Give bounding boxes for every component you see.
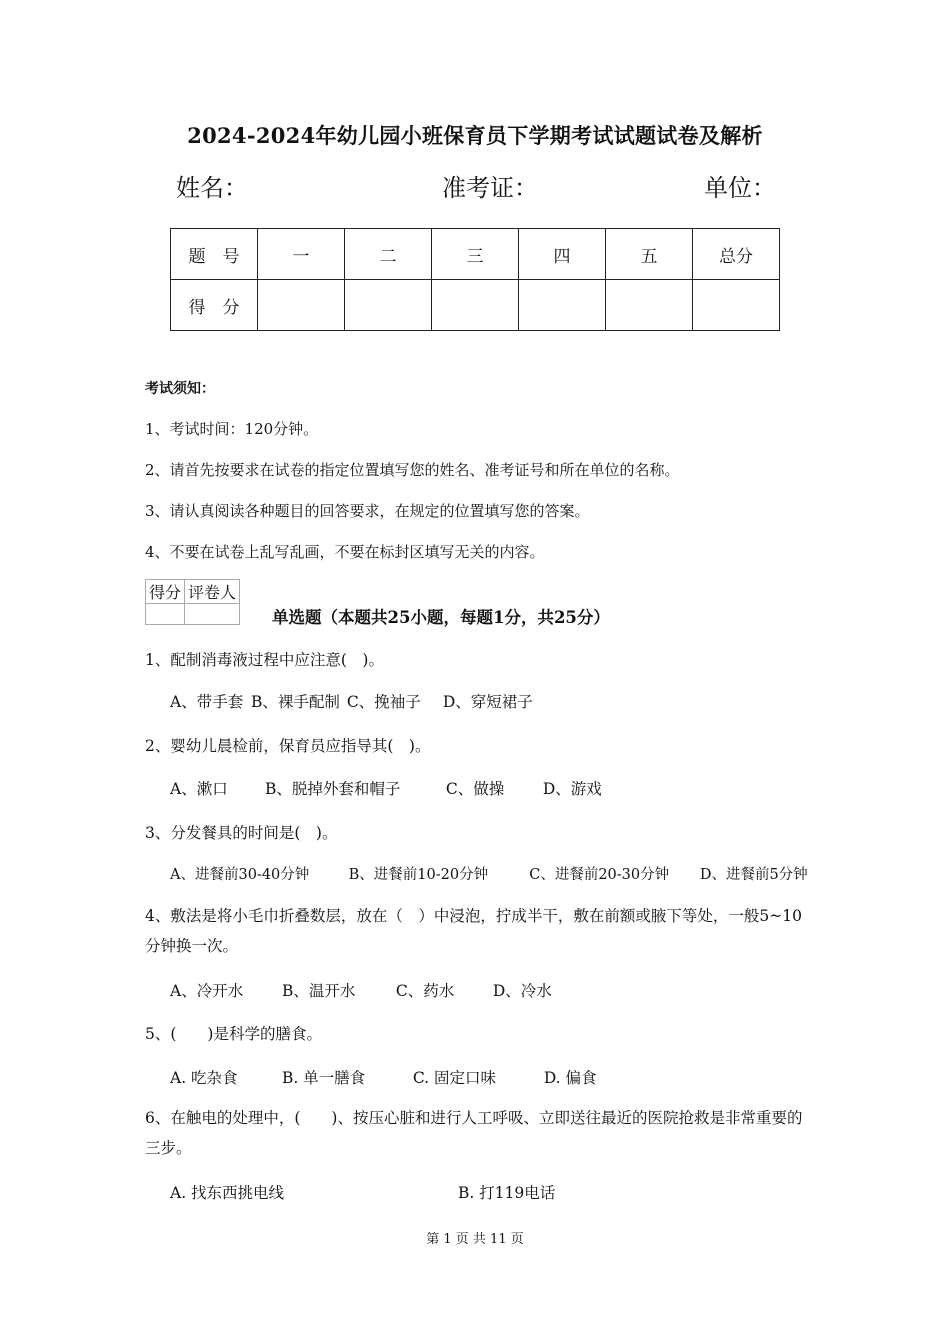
score-cell [519,280,606,331]
question-options [170,690,533,712]
grader-table [145,579,240,625]
score-cell [258,280,345,331]
option: B、裸手配制 [250,693,340,711]
section-heading: 单选题（本题共25小题，每题1分，共25分） [272,608,610,627]
option: D、游戏 [542,780,602,798]
option: C、进餐前20-30分钟 [529,867,670,883]
option: C、挽袖子 [346,693,421,711]
option: A. 找东西挑电线 [170,1184,285,1202]
option: D、穿短裙子 [442,693,533,711]
option: D. 偏食 [543,1069,597,1087]
score-cell [606,280,693,331]
grader-name-label: 评卷人 [185,580,240,604]
option: A、带手套 [170,693,244,711]
unit-label: 单位： [704,174,776,202]
score-row-label: 得 分 [171,280,258,331]
question-options [170,777,602,799]
option: A、冷开水 [170,982,244,1000]
notes-item: 4、不要在试卷上乱写乱画，不要在标封区填写无关的内容。 [145,543,545,561]
question-text: 6、在触电的处理中，( )、按压心脏和进行人工呼吸、立即送往最近的医院抢救是非常重要的三步。 [145,1109,803,1157]
grader-score-label: 得分 [146,580,185,604]
option: A、漱口 [170,780,228,798]
option: B、温开水 [281,982,356,1000]
question-text: 1、配制消毒液过程中应注意( )。 [145,651,384,669]
question-options [170,979,552,1001]
score-cell [693,280,780,331]
score-header-cell: 五 [606,229,693,280]
page-footer: 第 1 页 共 11 页 [426,1232,524,1247]
score-header-cell: 总分 [693,229,780,280]
question-text: 4、敷法是将小毛巾折叠数层，放在（ ）中浸泡，拧成半干，敷在前额或腋下等处，一般5~10分钟换一次。 [145,907,802,955]
score-cell [432,280,519,331]
score-header-cell: 四 [519,229,606,280]
option: B、进餐前10-20分钟 [348,867,489,883]
question-text: 2、婴幼儿晨检前，保育员应指导其( )。 [145,737,431,755]
score-table-header-row [171,229,780,280]
score-cell [345,280,432,331]
option: C、做操 [445,780,505,798]
notes-title: 考试须知： [145,381,215,397]
name-label: 姓名： [176,174,248,202]
option: C、药水 [395,982,455,1000]
question-text: 5、( )是科学的膳食。 [145,1025,322,1043]
option: C. 固定口味 [412,1069,497,1087]
option: D、冷水 [492,982,552,1000]
question-options [170,863,808,884]
option: B. 单一膳食 [281,1069,366,1087]
option: D、进餐前5分钟 [699,867,808,883]
question-text: 3、分发餐具的时间是( )。 [145,824,338,842]
candidate-info-row [172,168,782,204]
notes-item: 3、请认真阅读各种题目的回答要求，在规定的位置填写您的答案。 [145,502,590,520]
score-table-score-row [171,280,780,331]
option: B. 打119电话 [457,1184,556,1202]
option: B、脱掉外套和帽子 [264,780,401,798]
score-header-cell: 二 [345,229,432,280]
exam-number-label: 准考证： [442,174,538,202]
score-header-cell: 题 号 [171,229,258,280]
score-table [170,228,780,331]
grader-score-cell [146,604,185,625]
question-options [170,1066,597,1088]
notes-item: 2、请首先按要求在试卷的指定位置填写您的姓名、准考证号和所在单位的名称。 [145,461,680,479]
notes-item: 1、考试时间：120分钟。 [145,420,319,438]
option: A. 吃杂食 [170,1069,238,1087]
score-header-cell: 三 [432,229,519,280]
option: A、进餐前30-40分钟 [170,867,310,883]
question-options [170,1181,555,1203]
score-header-cell: 一 [258,229,345,280]
page-title: 2024-2024年幼儿园小班保育员下学期考试试题试卷及解析 [187,123,763,148]
grader-name-cell [185,604,240,625]
